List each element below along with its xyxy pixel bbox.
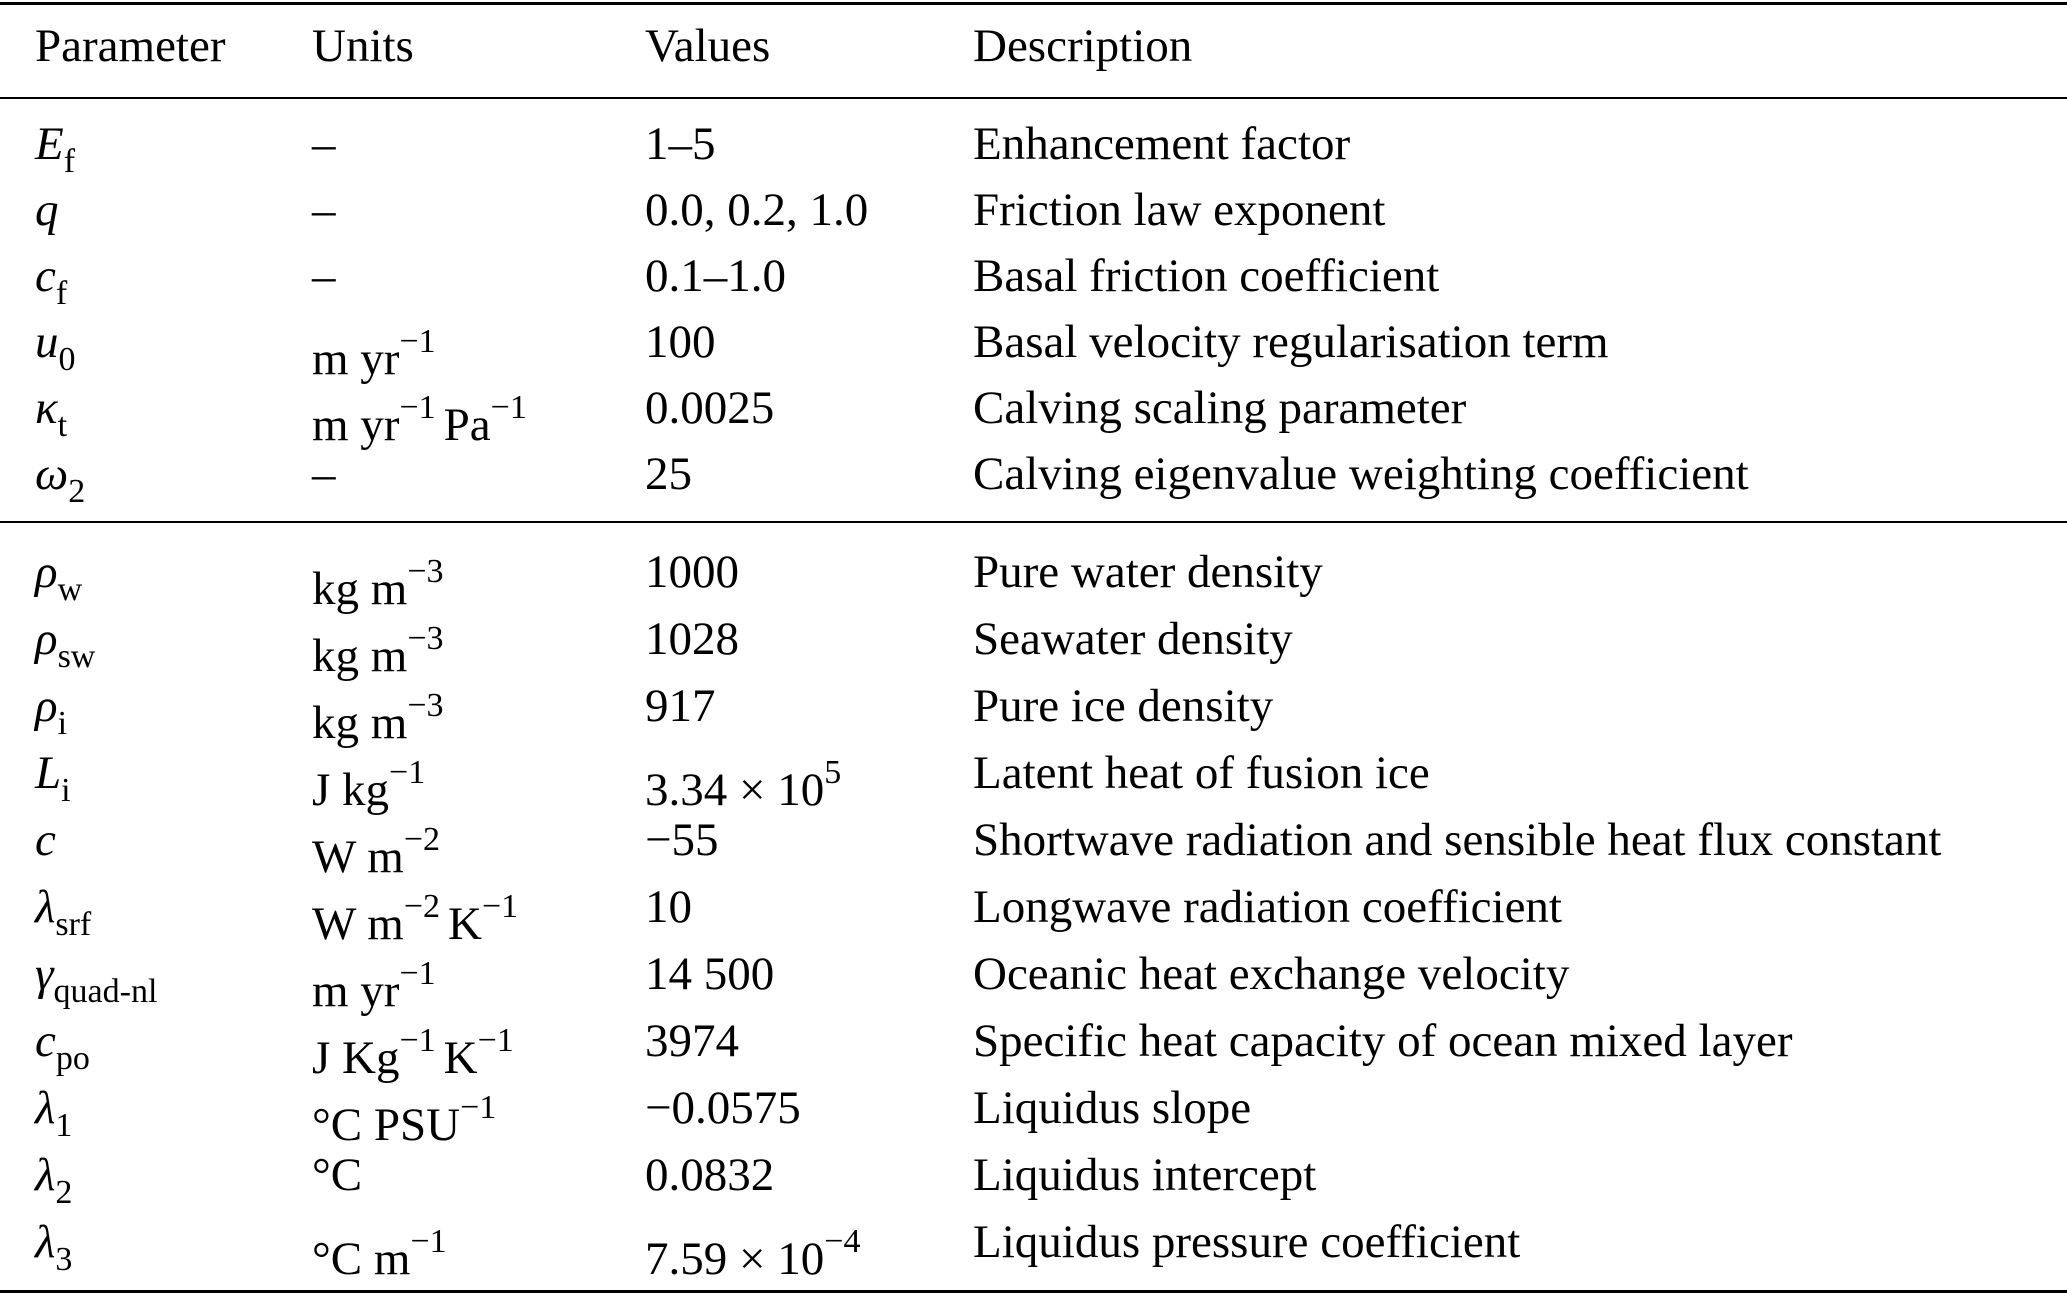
units-text: – bbox=[312, 184, 336, 236]
value-cell bbox=[645, 1080, 801, 1136]
units-text: – bbox=[312, 250, 336, 302]
param-symbol: ρ bbox=[35, 680, 58, 732]
param-cell bbox=[35, 380, 67, 454]
value-cell bbox=[645, 946, 774, 1002]
units-exponent: −3 bbox=[407, 687, 444, 724]
units-exponent: −1 bbox=[399, 323, 436, 360]
value-exponent: −4 bbox=[824, 1223, 861, 1260]
units-text: kg m bbox=[312, 697, 408, 749]
bottom-rule bbox=[0, 1290, 2067, 1293]
units-text: – bbox=[312, 448, 336, 500]
param-symbol: c bbox=[35, 1015, 56, 1067]
value-text: 25 bbox=[645, 448, 692, 500]
value-cell bbox=[645, 544, 739, 600]
units-text: J kg bbox=[312, 764, 390, 816]
value-cell bbox=[645, 116, 716, 172]
value-text: 0.0, 0.2, 1.0 bbox=[645, 184, 869, 236]
description-cell: Latent heat of fusion ice bbox=[973, 747, 1430, 799]
param-symbol: c bbox=[35, 250, 56, 302]
units-text: m yr bbox=[312, 965, 400, 1017]
param-cell bbox=[35, 812, 56, 868]
value-text: 0.1–1.0 bbox=[645, 250, 786, 302]
units-cell bbox=[312, 544, 444, 617]
value-cell bbox=[645, 1214, 860, 1287]
units-cell bbox=[312, 314, 436, 387]
value-text: 0.0025 bbox=[645, 382, 775, 434]
units-cell bbox=[312, 879, 518, 952]
param-cell bbox=[35, 946, 157, 1020]
param-subscript: i bbox=[57, 705, 68, 742]
units-exponent: −1 bbox=[399, 389, 436, 426]
units-text: W m bbox=[312, 831, 404, 883]
units-exponent: −1 bbox=[399, 955, 436, 992]
value-text: 3974 bbox=[645, 1015, 739, 1067]
param-symbol: λ bbox=[35, 1149, 56, 1201]
param-subscript: f bbox=[63, 143, 76, 180]
param-subscript: w bbox=[57, 571, 83, 608]
param-symbol: λ bbox=[35, 881, 56, 933]
param-subscript: quad-nl bbox=[53, 973, 158, 1010]
description-cell: Enhancement factor bbox=[973, 118, 1351, 170]
units-cell bbox=[312, 116, 336, 172]
units-text: °C m bbox=[312, 1233, 411, 1285]
units-text: m yr bbox=[312, 399, 400, 451]
param-symbol: q bbox=[35, 184, 59, 236]
param-symbol: u bbox=[35, 316, 59, 368]
units-cell bbox=[312, 946, 436, 1019]
value-cell bbox=[645, 812, 719, 868]
description-cell: Calving scaling parameter bbox=[973, 382, 1467, 434]
value-cell bbox=[645, 380, 774, 436]
units-cell bbox=[312, 1080, 496, 1153]
units-cell bbox=[312, 1013, 514, 1086]
units-text: – bbox=[312, 118, 336, 170]
units-exponent-2: −1 bbox=[477, 1022, 514, 1059]
units-cell bbox=[312, 446, 336, 502]
top-rule bbox=[0, 2, 2067, 5]
description-cell: Basal friction coefficient bbox=[973, 250, 1440, 302]
description-cell: Pure water density bbox=[973, 546, 1323, 598]
value-text: 1000 bbox=[645, 546, 739, 598]
units-text: kg m bbox=[312, 563, 408, 615]
section-rule bbox=[0, 521, 2067, 523]
units-exponent: −1 bbox=[460, 1089, 497, 1126]
param-symbol: c bbox=[35, 814, 56, 866]
param-symbol: L bbox=[35, 747, 62, 799]
value-text: 7.59 × 10 bbox=[645, 1233, 825, 1285]
description-cell: Oceanic heat exchange velocity bbox=[973, 948, 1570, 1000]
units-text: J Kg bbox=[312, 1032, 400, 1084]
units-cell bbox=[312, 745, 425, 818]
units-cell bbox=[312, 678, 444, 751]
header-parameter: Parameter bbox=[35, 20, 226, 72]
value-text: 3.34 × 10 bbox=[645, 764, 825, 816]
param-symbol: ρ bbox=[35, 546, 58, 598]
param-subscript: f bbox=[55, 275, 68, 312]
value-cell bbox=[645, 1147, 774, 1203]
units-text: kg m bbox=[312, 630, 408, 682]
units-cell bbox=[312, 1147, 362, 1203]
value-cell bbox=[645, 182, 868, 238]
description-cell: Longwave radiation coefficient bbox=[973, 881, 1562, 933]
value-cell bbox=[645, 745, 841, 818]
description-cell: Friction law exponent bbox=[973, 184, 1386, 236]
description-cell: Specific heat capacity of ocean mixed layer bbox=[973, 1015, 1793, 1067]
value-text: 14 500 bbox=[645, 948, 775, 1000]
units-exponent: −3 bbox=[407, 553, 444, 590]
param-symbol: κ bbox=[35, 382, 58, 434]
param-subscript: po bbox=[55, 1040, 90, 1077]
value-cell bbox=[645, 611, 739, 667]
value-text: 917 bbox=[645, 680, 716, 732]
param-subscript: t bbox=[57, 407, 68, 444]
param-cell bbox=[35, 1214, 72, 1288]
value-text: 10 bbox=[645, 881, 692, 933]
units-exponent: −3 bbox=[407, 620, 444, 657]
param-subscript: srf bbox=[55, 906, 92, 943]
param-symbol: λ bbox=[35, 1216, 56, 1268]
units-text-2: Pa bbox=[443, 399, 491, 451]
units-cell bbox=[312, 182, 336, 238]
param-cell bbox=[35, 678, 67, 752]
value-exponent: 5 bbox=[824, 754, 842, 791]
param-subscript: 3 bbox=[55, 1241, 73, 1278]
param-cell bbox=[35, 1147, 72, 1221]
units-exponent: −2 bbox=[403, 888, 441, 925]
value-text: −55 bbox=[645, 814, 719, 866]
param-symbol: λ bbox=[35, 1082, 56, 1134]
header-values: Values bbox=[645, 20, 771, 72]
param-cell bbox=[35, 1080, 72, 1154]
param-cell bbox=[35, 745, 71, 819]
param-cell bbox=[35, 182, 59, 238]
param-cell bbox=[35, 879, 91, 953]
param-symbol: E bbox=[35, 118, 64, 170]
value-text: 0.0832 bbox=[645, 1149, 775, 1201]
units-text: m yr bbox=[312, 333, 400, 385]
units-cell bbox=[312, 611, 444, 684]
param-subscript: i bbox=[61, 772, 71, 809]
value-text: 100 bbox=[645, 316, 716, 368]
param-subscript: 2 bbox=[55, 1174, 73, 1211]
description-cell: Liquidus pressure coefficient bbox=[973, 1216, 1521, 1268]
units-text: °C bbox=[312, 1149, 363, 1201]
description-cell: Shortwave radiation and sensible heat flux constant bbox=[973, 814, 1942, 866]
value-cell bbox=[645, 248, 786, 304]
param-symbol: ω bbox=[35, 448, 69, 500]
value-text: 1–5 bbox=[645, 118, 716, 170]
header-description: Description bbox=[973, 20, 1193, 72]
value-text: −0.0575 bbox=[645, 1082, 801, 1134]
param-subscript: 1 bbox=[55, 1107, 73, 1144]
units-exponent-2: −1 bbox=[490, 389, 527, 426]
description-cell: Seawater density bbox=[973, 613, 1293, 665]
param-cell bbox=[35, 611, 95, 685]
units-text: W m bbox=[312, 898, 404, 950]
description-cell: Liquidus slope bbox=[973, 1082, 1252, 1134]
param-cell bbox=[35, 116, 75, 190]
param-cell bbox=[35, 1013, 90, 1087]
units-exponent: −1 bbox=[389, 754, 426, 791]
units-text: °C PSU bbox=[312, 1099, 461, 1151]
param-subscript: 0 bbox=[58, 341, 76, 378]
units-cell bbox=[312, 1214, 447, 1287]
param-subscript: sw bbox=[57, 638, 96, 675]
units-exponent: −1 bbox=[410, 1223, 447, 1260]
units-text-2: K bbox=[448, 898, 482, 950]
param-symbol: ρ bbox=[35, 613, 58, 665]
description-cell: Basal velocity regularisation term bbox=[973, 316, 1609, 368]
header-rule bbox=[0, 97, 2067, 99]
description-cell: Liquidus intercept bbox=[973, 1149, 1317, 1201]
units-cell bbox=[312, 380, 527, 453]
param-cell bbox=[35, 314, 76, 388]
param-cell bbox=[35, 248, 67, 322]
value-cell bbox=[645, 678, 716, 734]
param-subscript: 2 bbox=[68, 473, 86, 510]
units-exponent-2: −1 bbox=[481, 888, 519, 925]
units-text-2: K bbox=[443, 1032, 478, 1084]
value-cell bbox=[645, 314, 716, 370]
value-cell bbox=[645, 446, 692, 502]
param-symbol: γ bbox=[35, 948, 54, 1000]
param-cell bbox=[35, 446, 85, 520]
units-cell bbox=[312, 248, 336, 304]
value-cell bbox=[645, 1013, 739, 1069]
value-cell bbox=[645, 879, 692, 935]
header-units: Units bbox=[312, 20, 414, 72]
units-exponent: −2 bbox=[403, 821, 441, 858]
value-text: 1028 bbox=[645, 613, 739, 665]
description-cell: Calving eigenvalue weighting coefficient bbox=[973, 448, 1749, 500]
param-cell bbox=[35, 544, 82, 618]
units-exponent: −1 bbox=[399, 1022, 436, 1059]
description-cell: Pure ice density bbox=[973, 680, 1274, 732]
units-cell bbox=[312, 812, 440, 885]
